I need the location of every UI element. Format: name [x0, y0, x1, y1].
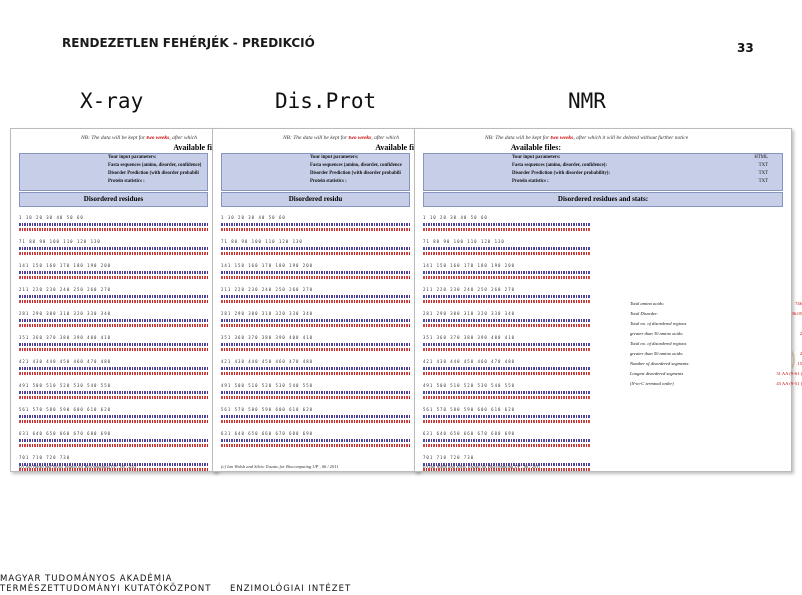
amino-acid-line — [19, 415, 208, 418]
disorder-line — [221, 324, 410, 327]
panel-footer: (c) Jon Walsh and Silvio Tosatto for Biocomputing UP , 06 / 2011 — [19, 464, 137, 469]
panel-footer: (c) Ian Walsh and Silvio Tosatto for Biocomputing UP , 06 / 2011 — [221, 464, 339, 469]
amino-acid-line — [221, 319, 410, 322]
xray-result-panel — [10, 128, 217, 472]
residue-numbers: 281 290 300 310 320 330 340 — [423, 311, 516, 316]
sequence-row — [221, 359, 410, 383]
disprot-result-panel — [212, 128, 419, 472]
institution-line-1: MAGYAR TUDOMÁNYOS AKADÉMIA — [0, 574, 173, 584]
sequence-row — [423, 263, 591, 287]
stat-row: greater than 50 amino acids: 2 — [630, 351, 802, 356]
disorder-line — [423, 420, 591, 423]
amino-acid-line — [19, 271, 208, 274]
residue-numbers: 141 150 160 170 180 190 200 — [19, 263, 112, 268]
sequence-row — [19, 215, 208, 239]
disorder-line — [19, 372, 208, 375]
stat-row: Number of disordered segments: 15 — [630, 361, 802, 366]
disorder-line — [221, 396, 410, 399]
amino-acid-line — [19, 247, 208, 250]
param-row: Protein statistics : TXT — [512, 179, 768, 184]
residue-numbers: 141 150 160 170 180 190 200 — [221, 263, 314, 268]
disorder-line — [221, 276, 410, 279]
amino-acid-line — [423, 439, 591, 442]
disorder-line — [221, 300, 410, 303]
input-parameters-box — [19, 153, 208, 191]
residue-numbers: 491 500 510 520 530 540 550 — [19, 383, 112, 388]
residue-numbers: 281 290 300 310 320 330 340 — [221, 311, 314, 316]
disorder-line — [19, 396, 208, 399]
residue-numbers: 631 640 650 660 670 680 690 — [221, 431, 314, 436]
available-files-heading: Available files: — [510, 143, 561, 152]
residue-numbers: 421 430 440 450 460 470 480 — [19, 359, 112, 364]
param-label: Your input parameters: — [108, 155, 157, 160]
disorder-line — [423, 372, 591, 375]
disorder-line — [221, 372, 410, 375]
sequence-row — [19, 239, 208, 263]
amino-acid-line — [423, 319, 591, 322]
amino-acid-line — [221, 439, 410, 442]
param-label: Fasta sequences (amino, disorder, confidence) — [108, 163, 202, 168]
amino-acid-line — [423, 343, 591, 346]
sequence-row — [221, 335, 410, 359]
amino-acid-line — [423, 415, 591, 418]
param-label: Fasta sequences (amino, disorder, confidence — [310, 163, 402, 168]
residue-numbers: 351 360 370 380 390 400 410 — [221, 335, 314, 340]
sequence-row — [19, 359, 208, 383]
sequence-row — [423, 311, 591, 335]
sequence-row — [19, 431, 208, 455]
disorder-line — [19, 444, 208, 447]
disorder-line — [221, 444, 410, 447]
disorder-line — [19, 276, 208, 279]
sequence-row — [221, 287, 410, 311]
amino-acid-line — [221, 343, 410, 346]
disorder-line — [423, 276, 591, 279]
residue-numbers: 631 640 650 660 670 680 690 — [19, 431, 112, 436]
stat-row: Total no. of disordered regions — [630, 321, 687, 326]
amino-acid-line — [423, 391, 591, 394]
sequence-row — [19, 407, 208, 431]
disorder-line — [423, 228, 591, 231]
residue-numbers: 71 80 90 100 110 120 130 — [221, 239, 303, 244]
amino-acid-line — [221, 415, 410, 418]
sequence-row — [221, 239, 410, 263]
residue-numbers: 211 220 230 240 250 260 270 — [19, 287, 112, 292]
institution-line-3: ENZIMOLÓGIAI INTÉZET — [230, 584, 352, 594]
residue-numbers: 71 80 90 100 110 120 130 — [423, 239, 505, 244]
available-files-heading: Available fi — [173, 143, 212, 152]
stat-row: greater than 30 amino acids: 2 — [630, 331, 802, 336]
disorder-line — [423, 252, 591, 255]
amino-acid-line — [221, 391, 410, 394]
amino-acid-line — [423, 247, 591, 250]
footer — [0, 565, 793, 595]
column-label-nmr: NMR — [568, 89, 606, 113]
nmr-result-panel — [414, 128, 802, 472]
disordered-residues-heading: Disordered residues — [19, 192, 208, 207]
amino-acid-line — [19, 343, 208, 346]
sequence-row — [221, 383, 410, 407]
residue-numbers: 561 570 580 590 600 610 620 — [423, 407, 516, 412]
stat-row: Longest disordered segments 31 AA (9-61 ) — [630, 371, 802, 376]
amino-acid-line — [423, 367, 591, 370]
disorder-line — [221, 228, 410, 231]
residue-numbers: 71 80 90 100 110 120 130 — [19, 239, 101, 244]
disorder-line — [19, 348, 208, 351]
available-files-heading: Available fi — [375, 143, 414, 152]
disorder-line — [221, 420, 410, 423]
retention-note: NB: The data will be kept for two weeks, after which it will be deleted without further notice — [485, 135, 689, 141]
param-label: Disorder Prediction (with disorder probabili — [108, 171, 199, 176]
sequence-row — [221, 431, 410, 455]
param-row: Fasta sequences (amino, disorder, confidence): TXT — [512, 163, 768, 168]
residue-numbers: 281 290 300 310 320 330 340 — [19, 311, 112, 316]
disorder-line — [221, 348, 410, 351]
stat-row: Total Disorder: 36.05 — [630, 311, 802, 316]
stat-row: Total no. of disordered regions — [630, 341, 687, 346]
disordered-residues-heading: Disordered residu — [221, 192, 410, 207]
disorder-line — [19, 420, 208, 423]
residue-numbers: 1 10 20 30 40 50 60 — [221, 215, 286, 220]
input-parameters-box — [221, 153, 410, 191]
residue-numbers: 1 10 20 30 40 50 60 — [19, 215, 84, 220]
amino-acid-line — [221, 367, 410, 370]
sequence-row — [423, 239, 591, 263]
disorder-line — [423, 348, 591, 351]
sequence-row — [221, 215, 410, 239]
column-label-disprot: Dis.Prot — [275, 89, 377, 113]
stat-row: (N-to-C terminal order) 43 AA (9-51 ) — [630, 381, 802, 386]
residue-numbers: 561 570 580 590 600 610 620 — [221, 407, 314, 412]
sequence-row — [423, 359, 591, 383]
disordered-residues-heading: Disordered residues and stats: — [423, 192, 783, 207]
disorder-line — [423, 444, 591, 447]
residue-numbers: 351 360 370 380 390 400 410 — [423, 335, 516, 340]
residue-numbers: 1 10 20 30 40 50 60 — [423, 215, 488, 220]
column-label-xray: X-ray — [80, 89, 144, 113]
amino-acid-line — [423, 223, 591, 226]
sequence-row — [221, 263, 410, 287]
slide-title: RENDEZETLEN FEHÉRJÉK - PREDIKCIÓ — [62, 36, 315, 50]
sequence-row — [19, 263, 208, 287]
sequence-row — [221, 311, 410, 335]
residue-numbers: 141 150 160 170 180 190 200 — [423, 263, 516, 268]
residue-numbers: 491 500 510 520 530 540 550 — [423, 383, 516, 388]
amino-acid-line — [19, 367, 208, 370]
disorder-line — [423, 396, 591, 399]
disorder-line — [423, 300, 591, 303]
sequence-block — [221, 215, 410, 455]
param-label: Disorder Prediction (with disorder probabili — [310, 171, 401, 176]
disorder-line — [423, 324, 591, 327]
amino-acid-line — [19, 295, 208, 298]
amino-acid-line — [19, 223, 208, 226]
param-label: Your input parameters: — [310, 155, 359, 160]
amino-acid-line — [221, 271, 410, 274]
param-row: Disorder Prediction (with disorder probability): TXT — [512, 171, 768, 176]
sequence-row — [423, 383, 591, 407]
disorder-line — [19, 252, 208, 255]
sequence-row — [423, 431, 591, 455]
amino-acid-line — [423, 295, 591, 298]
protein-stats — [630, 299, 802, 389]
residue-numbers: 491 500 510 520 530 540 550 — [221, 383, 314, 388]
residue-numbers: 631 640 650 660 670 680 690 — [423, 431, 516, 436]
residue-numbers: 211 220 230 240 250 260 270 — [221, 287, 314, 292]
sequence-block — [19, 215, 208, 479]
sequence-row — [19, 335, 208, 359]
sequence-row — [423, 407, 591, 431]
residue-numbers: 351 360 370 380 390 400 410 — [19, 335, 112, 340]
residue-numbers: 701 710 720 730 — [423, 455, 475, 460]
sequence-row — [19, 383, 208, 407]
residue-numbers: 561 570 580 590 600 610 620 — [19, 407, 112, 412]
retention-note: NB: The data will be kept for two weeks, after which — [81, 135, 197, 141]
disorder-line — [19, 324, 208, 327]
sequence-row — [423, 287, 591, 311]
amino-acid-line — [19, 319, 208, 322]
param-label: Protein statistics : — [310, 179, 347, 184]
sequence-row — [221, 407, 410, 431]
residue-numbers: 421 430 440 450 460 470 480 — [423, 359, 516, 364]
sequence-row — [423, 215, 591, 239]
residue-numbers: 421 430 440 450 460 470 480 — [221, 359, 314, 364]
disorder-line — [221, 252, 410, 255]
amino-acid-line — [423, 271, 591, 274]
amino-acid-line — [221, 295, 410, 298]
param-label: Protein statistics : — [108, 179, 145, 184]
sequence-block — [423, 215, 591, 479]
disorder-line — [19, 300, 208, 303]
residue-numbers: 211 220 230 240 250 260 270 — [423, 287, 516, 292]
sequence-row — [19, 287, 208, 311]
amino-acid-line — [19, 391, 208, 394]
panel-footer: (c) Ian Walsh and Silvio Tosatto for Biocomputing UP , 06 / 2011 — [423, 464, 541, 469]
input-parameters-box — [423, 153, 783, 191]
stat-row: Total amino acids: 746 — [630, 301, 802, 306]
retention-note: NB: The data will be kept for two weeks, after which — [283, 135, 399, 141]
disorder-line — [19, 228, 208, 231]
amino-acid-line — [221, 247, 410, 250]
page-number: 33 — [737, 41, 754, 55]
sequence-row — [423, 335, 591, 359]
amino-acid-line — [221, 223, 410, 226]
sequence-row — [19, 311, 208, 335]
amino-acid-line — [19, 439, 208, 442]
residue-numbers: 701 710 720 730 — [19, 455, 71, 460]
institution-line-2: TERMÉSZETTUDOMÁNYI KUTATÓKÖZPONT — [0, 584, 212, 594]
param-row: Your input parameters: HTML — [512, 155, 768, 160]
